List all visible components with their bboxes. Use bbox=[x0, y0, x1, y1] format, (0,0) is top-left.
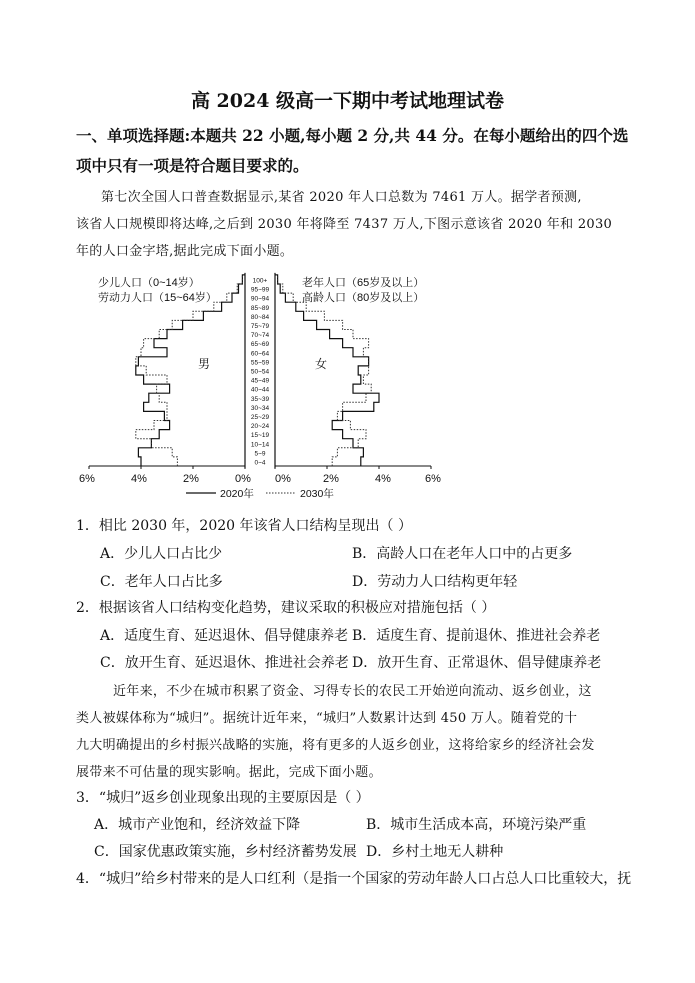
question-2-option-c[interactable]: C．放开生育、延迟退休、推进社会养老 bbox=[100, 655, 349, 671]
age-group-label: 45~49 bbox=[250, 377, 270, 385]
age-group-label: 10~14 bbox=[250, 441, 270, 449]
age-group-label: 40~44 bbox=[250, 386, 270, 394]
age-group-label: 100+ bbox=[252, 277, 268, 285]
age-group-label: 85~89 bbox=[250, 304, 270, 312]
passage2-line2: 类人被媒体称为“城归”。据统计近年来，“城归”人数累计达到 450 万人。随着党的十 bbox=[76, 711, 578, 726]
question-1-option-b[interactable]: B．高龄人口在老年人口中的占更多 bbox=[352, 546, 573, 562]
question-3-option-c[interactable]: C．国家优惠政策实施，乡村经济蓄势发展 bbox=[94, 844, 357, 860]
x-tick-right-1: 2% bbox=[323, 473, 339, 485]
question-3-option-b[interactable]: B．城市生活成本高，环境污染严重 bbox=[366, 817, 587, 833]
passage2-line4: 展带来不可估量的现实影响。据此，完成下面小题。 bbox=[76, 765, 382, 780]
age-group-label: 75~79 bbox=[250, 322, 270, 330]
age-group-label: 70~74 bbox=[250, 332, 270, 340]
section-heading-line2: 项中只有一项是符合题目要求的。 bbox=[76, 156, 309, 175]
male-label: 男 bbox=[198, 357, 211, 371]
x-tick-left-0: 6% bbox=[79, 473, 95, 485]
passage2-line3: 九大明确提出的乡村振兴战略的实施，将有更多的人返乡创业，这将给家乡的经济社会发 bbox=[76, 738, 595, 753]
section-heading-line1: 一、单项选择题:本题共 22 小题,每小题 2 分,共 44 分。在每小题给出的四个选 bbox=[76, 126, 629, 145]
x-tick-left-1: 4% bbox=[131, 473, 147, 485]
age-group-label: 0~4 bbox=[254, 459, 266, 467]
age-group-label: 80~84 bbox=[250, 313, 270, 321]
question-3-option-d[interactable]: D．乡村土地无人耕种 bbox=[366, 844, 504, 860]
passage1-line2: 该省人口规模即将达峰,之后到 2030 年将降至 7437 万人,下图示意该省 2020 年和 2030 bbox=[76, 217, 613, 232]
legend-labor: 劳动力人口（15~64岁） bbox=[98, 292, 217, 304]
age-group-label: 95~99 bbox=[250, 286, 270, 294]
x-tick-left-3: 0% bbox=[235, 473, 251, 485]
age-group-label: 30~34 bbox=[250, 404, 270, 412]
age-group-label: 65~69 bbox=[250, 341, 270, 349]
question-2-option-d[interactable]: D．放开生育、正常退休、倡导健康养老 bbox=[352, 655, 602, 671]
female-label: 女 bbox=[315, 357, 328, 371]
question-2-option-a[interactable]: A．适度生育、延迟退休、倡导健康养老 bbox=[100, 628, 349, 644]
age-group-label: 5~9 bbox=[254, 450, 266, 458]
x-tick-left-2: 2% bbox=[183, 473, 199, 485]
legend-oldest: 高龄人口（80岁及以上） bbox=[302, 292, 425, 304]
passage1-line1: 第七次全国人口普查数据显示,某省 2020 年人口总数为 7461 万人。据学者预测, bbox=[101, 190, 582, 205]
legend-children: 少儿人口（0~14岁） bbox=[98, 277, 200, 289]
legend-2030-label: 2030年 bbox=[300, 488, 334, 500]
question-1-option-d[interactable]: D．劳动力人口结构更年轻 bbox=[352, 574, 518, 590]
question-1-stem: 1．相比 2030 年，2020 年该省人口结构呈现出（ ） bbox=[76, 518, 412, 534]
question-3-option-a[interactable]: A．城市产业饱和，经济效益下降 bbox=[94, 817, 301, 833]
question-4-stem: 4．“城归”给乡村带来的是人口红利（是指一个国家的劳动年龄人口占总人口比重较大，抚 bbox=[76, 871, 632, 887]
age-group-label: 25~29 bbox=[250, 413, 270, 421]
age-group-label: 50~54 bbox=[250, 368, 270, 376]
age-group-label: 15~19 bbox=[250, 432, 270, 440]
population-pyramid-chart bbox=[70, 268, 450, 500]
legend-2020-label: 2020年 bbox=[220, 488, 254, 500]
passage2-line1: 近年来，不少在城市积累了资金、习得专长的农民工开始逆向流动、返乡创业，这 bbox=[113, 684, 592, 699]
question-1-option-a[interactable]: A．少儿人口占比少 bbox=[100, 546, 223, 562]
passage1-line3: 年的人口金字塔,据此完成下面小题。 bbox=[76, 244, 294, 259]
age-group-label: 90~94 bbox=[250, 295, 270, 303]
age-group-label: 60~64 bbox=[250, 350, 270, 358]
age-group-label: 20~24 bbox=[250, 423, 270, 431]
page-title: 高 2024 级高一下期中考试地理试卷 bbox=[190, 90, 505, 112]
x-tick-right-0: 0% bbox=[275, 473, 291, 485]
legend-elderly: 老年人口（65岁及以上） bbox=[302, 277, 425, 289]
x-tick-right-2: 4% bbox=[375, 473, 391, 485]
x-tick-right-3: 6% bbox=[425, 473, 441, 485]
age-group-label: 35~39 bbox=[250, 395, 270, 403]
age-group-label: 55~59 bbox=[250, 359, 270, 367]
question-1-option-c[interactable]: C．老年人口占比多 bbox=[100, 574, 223, 590]
question-2-stem: 2．根据该省人口结构变化趋势，建议采取的积极应对措施包括（ ） bbox=[76, 600, 496, 616]
question-2-option-b[interactable]: B．适度生育、提前退休、推进社会养老 bbox=[352, 628, 601, 644]
question-3-stem: 3．“城归”返乡创业现象出现的主要原因是（ ） bbox=[76, 790, 370, 806]
